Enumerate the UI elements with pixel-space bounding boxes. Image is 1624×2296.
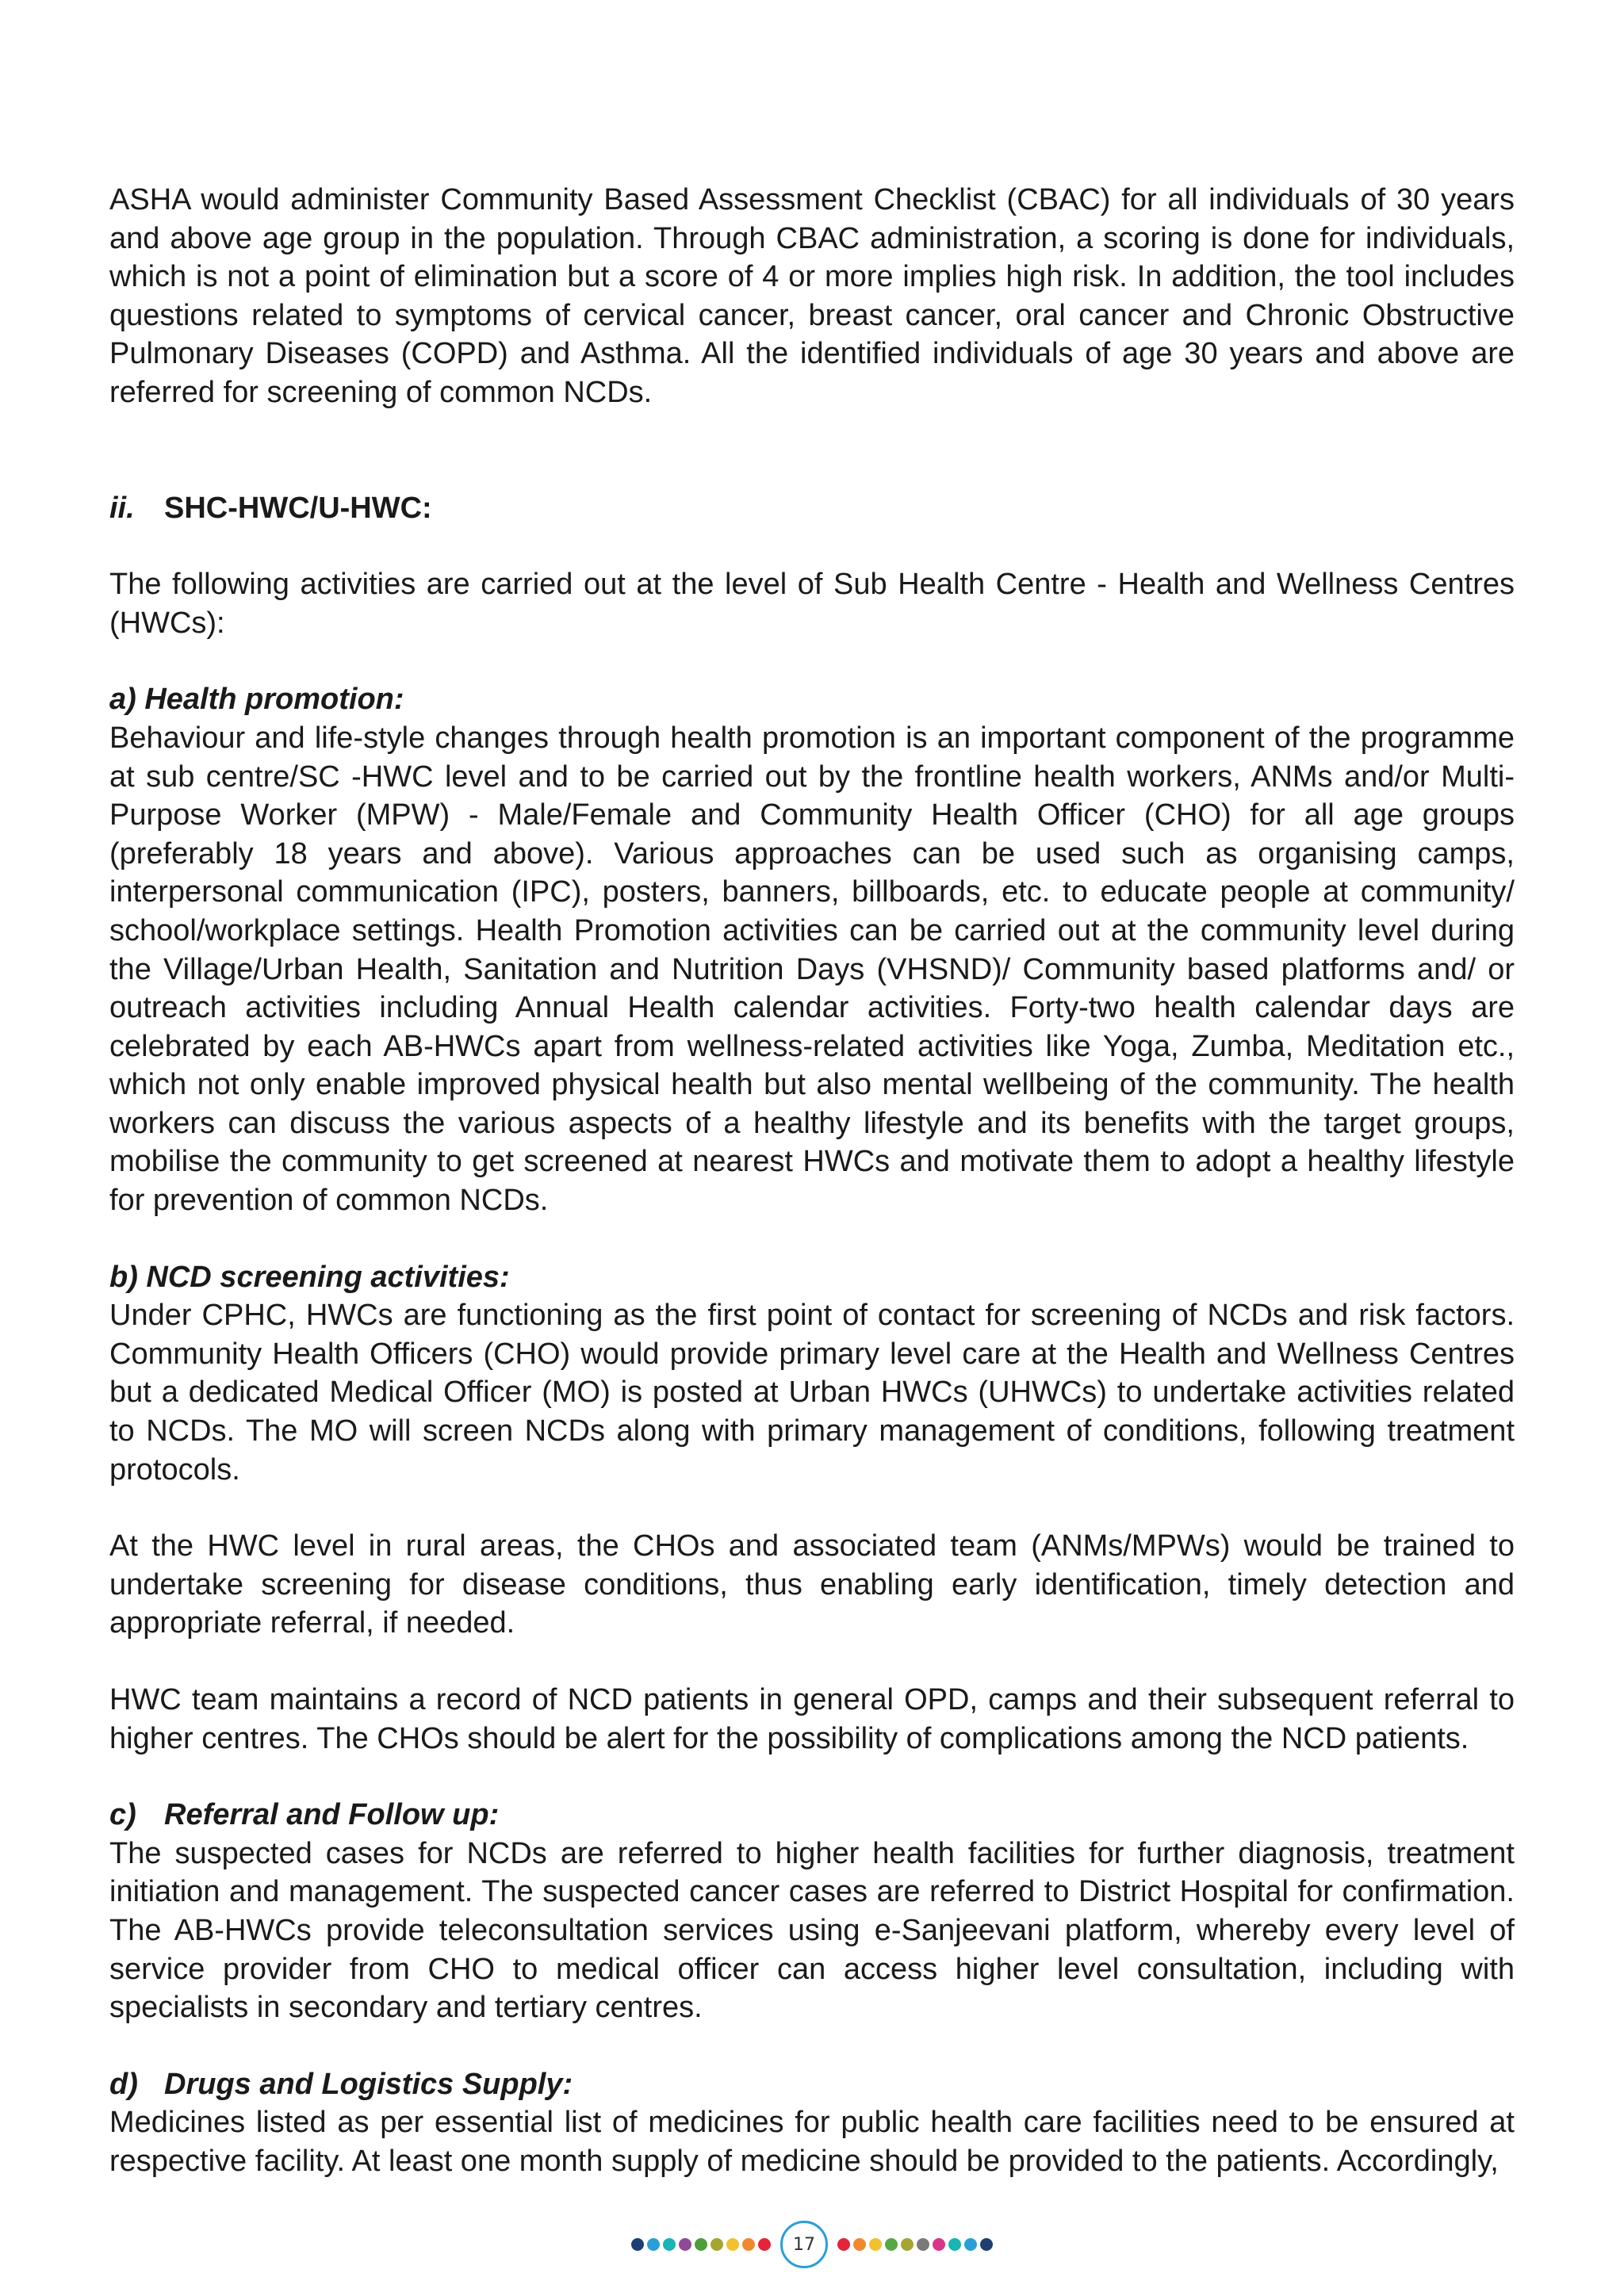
footer-dot [647, 2238, 660, 2251]
drugs-paragraph: Medicines listed as per essential list of medicines for public health care facilities need to be ensured at respective facility. At least one month supply of medicine should be provided to the patients. Accordingly, [109, 2106, 1515, 2178]
page-number-badge: 17 [780, 2221, 828, 2268]
footer-dots-left [631, 2238, 771, 2251]
referral-marker: c) [109, 1798, 136, 1832]
footer-dot [964, 2238, 977, 2251]
section-title: SHC-HWC/U-HWC: [164, 491, 432, 525]
intro-paragraph: ASHA would administer Community Based Assessment Checklist (CBAC) for all individuals of 30 years and above age group in the population. Through CBAC administration, a scoring is done for individuals, which is not a point of elimination but a score of 4 or more implies high risk. In addition, the tool includes questions related to symptoms of cervical cancer, breast cancer, oral cancer and Chronic Obstructive Pulmonary Diseases (COPD) and Asthma. All the identified individuals of age 30 years and above are referred for screening of common NCDs. [109, 183, 1515, 409]
footer-dot [948, 2238, 961, 2251]
footer-dot [901, 2238, 914, 2251]
footer-dot [933, 2238, 945, 2251]
ncd-screening-paragraph-2: At the HWC level in rural areas, the CHOs and associated team (ANMs/MPWs) would be trained to undertake screening for disease conditions, thus enabling early identification, timely detection and appropriate referral, if needed. [109, 1529, 1515, 1640]
drugs-heading [109, 2065, 1515, 2104]
footer-dot [695, 2238, 707, 2251]
referral-title: Referral and Follow up: [164, 1798, 500, 1832]
footer-dot [758, 2238, 771, 2251]
section-heading [109, 489, 1515, 528]
referral-heading [109, 1796, 1515, 1835]
ncd-screening-heading: b) NCD screening activities: [109, 1260, 510, 1294]
ncd-screening-paragraph-3: HWC team maintains a record of NCD patients in general OPD, camps and their subsequent referral to higher centres. The CHOs should be alert for the possibility of complications among the NCD patients. [109, 1683, 1515, 1755]
health-promotion-heading: a) Health promotion: [109, 683, 404, 717]
footer-dot [885, 2238, 898, 2251]
footer-dot [853, 2238, 866, 2251]
section-number: ii. [109, 491, 135, 525]
page-footer [0, 2217, 1624, 2272]
footer-dot [726, 2238, 739, 2251]
ncd-screening-paragraph-1: Under CPHC, HWCs are functioning as the first point of contact for screening of NCDs and risk factors. Community Health Officers (CHO) would provide primary level care at the Health and Wellness Centres but a dedicated Medical Officer (MO) is posted at Urban HWCs (UHWCs) to undertake activities related to NCDs. The MO will screen NCDs along with primary management of conditions, following treatment protocols. [109, 1299, 1515, 1487]
footer-dot [980, 2238, 993, 2251]
footer-dot [631, 2238, 644, 2251]
footer-dot [710, 2238, 723, 2251]
drugs-marker: d) [109, 2067, 138, 2101]
health-promotion-paragraph: Behaviour and life-style changes through health promotion is an important component of the programme at sub centre/SC -HWC level and to be carried out by the frontline health workers, ANMs and/or Multi-Purpose Worker (MPW) - Male/Female and Community Health Officer (CHO) for all age groups (preferably 18 years and above). Various approaches can be used such as organising camps, interpersonal communication (IPC), posters, banners, billboards, etc. to educate people at community/ school/workplace settings. Health Promotion activities can be carried out at the community level during the Village/Urban Health, Sanitation and Nutrition Days (VHSND)/ Community based platforms and/ or outreach activities including Annual Health calendar activities. Forty-two health calendar days are celebrated by each AB-HWCs apart from wellness-related activities like Yoga, Zumba, Meditation etc., which not only enable improved physical health but also mental wellbeing of the community. The health workers can discuss the various aspects of a healthy lifestyle and its benefits with the target groups, mobilise the community to get screened at nearest HWCs and motivate them to adopt a healthy lifestyle for prevention of common NCDs. [109, 721, 1515, 1218]
page-content [109, 181, 1515, 2181]
drugs-title: Drugs and Logistics Supply: [164, 2067, 573, 2101]
footer-dots-right [837, 2238, 993, 2251]
footer-dot [663, 2238, 676, 2251]
section-intro-paragraph: The following activities are carried out at the level of Sub Health Centre - Health and Wellness Centres (HWCs): [109, 568, 1515, 640]
footer-dot [742, 2238, 755, 2251]
footer-dot [679, 2238, 691, 2251]
referral-paragraph: The suspected cases for NCDs are referred to higher health facilities for further diagnosis, treatment initiation and management. The suspected cancer cases are referred to District Hospital for confirmation. The AB-HWCs provide teleconsultation services using e-Sanjeevani platform, whereby every level of service provider from CHO to medical officer can access higher level consultation, including with specialists in secondary and tertiary centres. [109, 1836, 1515, 2025]
footer-dot [917, 2238, 929, 2251]
footer-dot [869, 2238, 882, 2251]
footer-dot [837, 2238, 850, 2251]
